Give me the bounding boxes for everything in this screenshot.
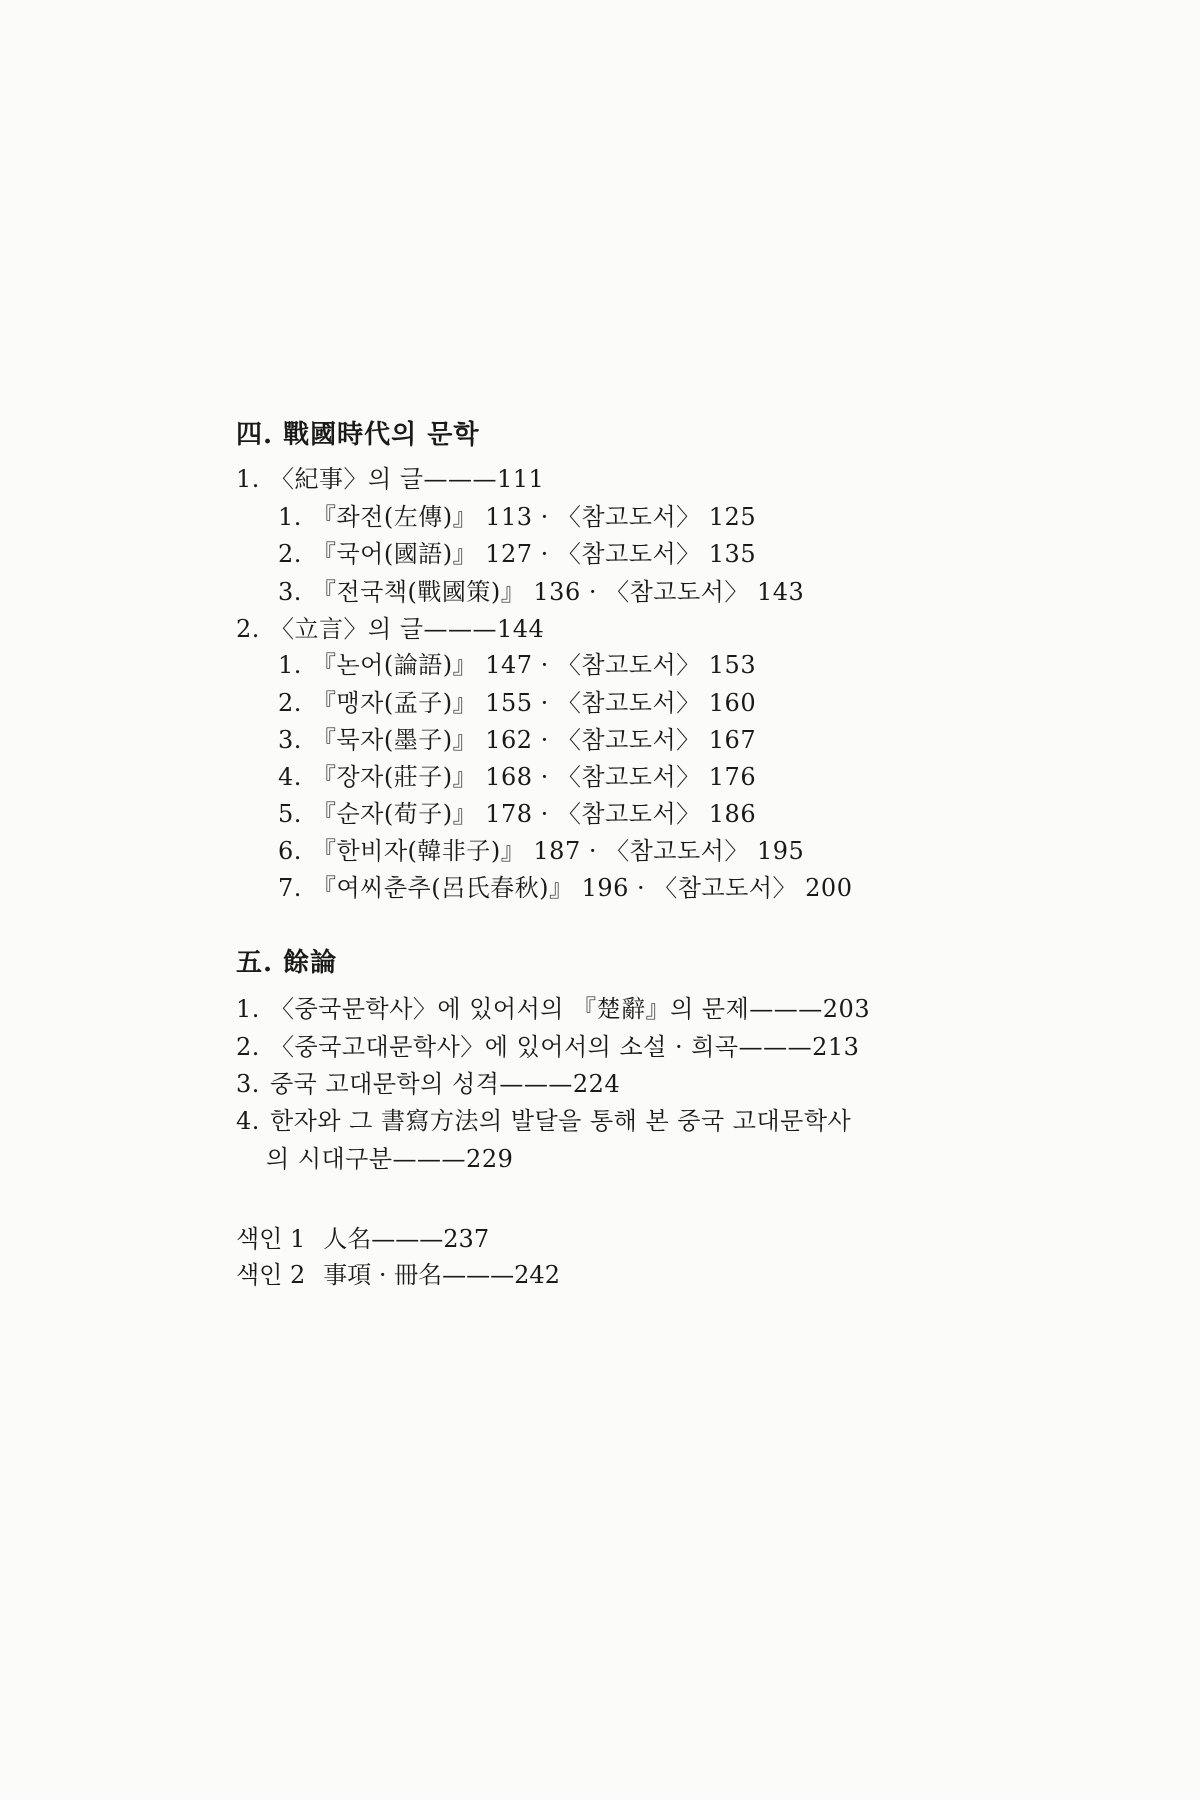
toc-entry-4-1: 1. 〈紀事〉의 글———111 — [236, 465, 545, 493]
toc-subentry-4-1-3: 3. 『전국책(戰國策)』 136 · 〈참고도서〉 143 — [278, 578, 805, 606]
toc-subentry-4-2-2: 2. 『맹자(孟子)』 155 · 〈참고도서〉 160 — [278, 689, 757, 717]
toc-entry-5-3: 3. 중국 고대문학의 성격———224 — [236, 1070, 621, 1098]
toc-entry-5-2: 2. 〈중국고대문학사〉에 있어서의 소설 · 희곡———213 — [236, 1033, 860, 1061]
toc-subentry-4-2-7: 7. 『여씨춘추(呂氏春秋)』 196 · 〈참고도서〉 200 — [278, 874, 853, 902]
toc-entry-5-4-continuation: 의 시대구분———229 — [266, 1145, 514, 1173]
toc-subentry-4-2-6: 6. 『한비자(韓非子)』 187 · 〈참고도서〉 195 — [278, 837, 805, 865]
toc-subentry-4-1-2: 2. 『국어(國語)』 127 · 〈참고도서〉 135 — [278, 540, 757, 568]
index-entry-1: 색인 1 人名———237 — [236, 1225, 490, 1253]
toc-subentry-4-1-1: 1. 『좌전(左傳)』 113 · 〈참고도서〉 125 — [278, 503, 757, 531]
toc-subentry-4-2-5: 5. 『순자(荀子)』 178 · 〈참고도서〉 186 — [278, 800, 757, 828]
index-entry-2: 색인 2 事項 · 冊名———242 — [236, 1261, 560, 1289]
toc-subentry-4-2-4: 4. 『장자(莊子)』 168 · 〈참고도서〉 176 — [278, 763, 757, 791]
toc-entry-5-4: 4. 한자와 그 書寫方法의 발달을 통해 본 중국 고대문학사 — [236, 1107, 852, 1135]
toc-subentry-4-2-1: 1. 『논어(論語)』 147 · 〈참고도서〉 153 — [278, 651, 757, 679]
toc-subentry-4-2-3: 3. 『묵자(墨子)』 162 · 〈참고도서〉 167 — [278, 726, 757, 754]
toc-entry-4-2: 2. 〈立言〉의 글———144 — [236, 615, 545, 643]
toc-entry-5-1: 1. 〈중국문학사〉에 있어서의 『楚辭』의 문제———203 — [236, 995, 871, 1023]
section-title-5: 五. 餘論 — [236, 948, 338, 978]
section-title-4: 四. 戰國時代의 문학 — [236, 420, 480, 450]
